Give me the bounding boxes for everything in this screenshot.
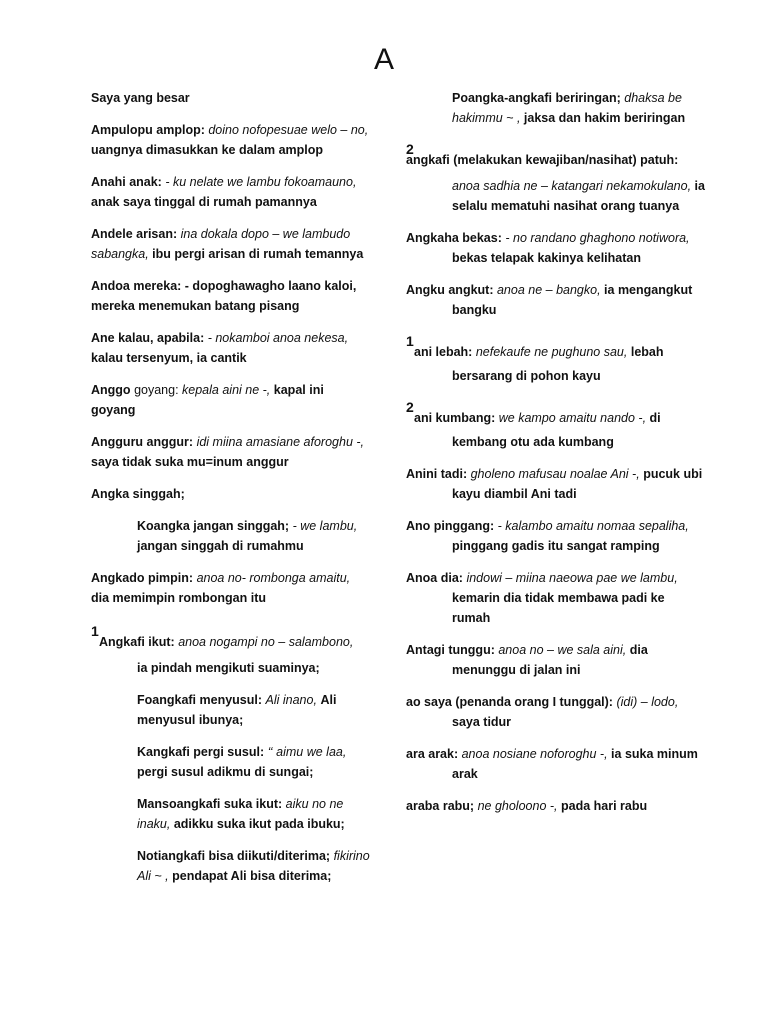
entry-example: anoa nosiane noforoghu -, bbox=[461, 747, 608, 761]
entry-translation: pada hari rabu bbox=[561, 799, 648, 813]
entry-translation: jaksa dan hakim beriringan bbox=[523, 111, 686, 125]
entry-headword: ani lebah: bbox=[414, 345, 473, 359]
homonym-number: 2 bbox=[406, 399, 414, 415]
entry-translation: bersarang di pohon kayu bbox=[452, 369, 601, 383]
entry-translation: kemarin dia tidak membawa padi ke rumah bbox=[452, 591, 665, 625]
dictionary-subentry bbox=[406, 88, 706, 128]
dictionary-subentry bbox=[91, 742, 371, 782]
entry-example: aiku no ne inaku, bbox=[137, 797, 344, 831]
entry-headword: Anahi anak: bbox=[91, 175, 162, 189]
entry-example: gholeno mafusau noalae Ani -, bbox=[470, 467, 640, 481]
entry-headword: Koangka jangan singgah; bbox=[137, 519, 290, 533]
dictionary-entry bbox=[406, 640, 706, 680]
dictionary-entry bbox=[91, 380, 371, 420]
entry-translation: saya tidur bbox=[452, 715, 512, 729]
entry-example: - dopoghawagho laano kaloi, bbox=[184, 279, 357, 293]
entry-headword: Angkado pimpin: bbox=[91, 571, 194, 585]
entry-headword: Angkafi ikut: bbox=[99, 635, 175, 649]
dictionary-entry bbox=[406, 692, 706, 732]
entry-headword: Angkaha bekas: bbox=[406, 231, 502, 245]
dictionary-entry bbox=[91, 624, 371, 678]
entry-translation: uangnya dimasukkan ke dalam amplop bbox=[91, 143, 324, 157]
entry-translation: ia suka minum arak bbox=[452, 747, 698, 781]
entry-example: anoa no- rombonga amaitu, bbox=[196, 571, 351, 585]
entry-headword: Kangkafi pergi susul: bbox=[137, 745, 265, 759]
dictionary-entry bbox=[91, 432, 371, 472]
entry-translation: kalau tersenyum, ia cantik bbox=[91, 351, 247, 365]
entry-headword: Mansoangkafi suka ikut: bbox=[137, 797, 283, 811]
dictionary-entry bbox=[406, 334, 706, 386]
entry-translation: kembang otu ada kumbang bbox=[452, 435, 614, 449]
dictionary-subentry bbox=[91, 846, 371, 886]
entry-example: indowi – miina naeowa pae we lambu, bbox=[466, 571, 678, 585]
entry-example: - we lambu, bbox=[292, 519, 358, 533]
entry-headword: Anini tadi: bbox=[406, 467, 468, 481]
entry-example: ne gholoono -, bbox=[477, 799, 558, 813]
page-heading: A bbox=[373, 43, 394, 76]
entry-example: - nokamboi anoa nekesa, bbox=[207, 331, 349, 345]
dictionary-entry bbox=[406, 280, 706, 320]
entry-translation: ia selalu mematuhi nasihat orang tuanya bbox=[452, 179, 705, 213]
dictionary-entry bbox=[406, 568, 706, 628]
entry-headword: ani kumbang: bbox=[414, 411, 496, 425]
entry-translation: jangan singgah di rumahmu bbox=[137, 539, 304, 553]
homonym-number: 2 bbox=[406, 141, 414, 157]
dictionary-entry bbox=[91, 276, 371, 316]
entry-example: - no randano ghaghono notiwora, bbox=[505, 231, 690, 245]
entry-translation: ia pindah mengikuti suaminya; bbox=[137, 661, 320, 675]
entry-headword: ao saya (penanda orang I tunggal): bbox=[406, 695, 613, 709]
entry-translation: pinggang gadis itu sangat ramping bbox=[452, 539, 660, 553]
entry-headword: Angguru anggur: bbox=[91, 435, 194, 449]
dictionary-entry bbox=[91, 172, 371, 212]
entry-headword: Angka singgah; bbox=[91, 487, 185, 501]
dictionary-entry bbox=[91, 328, 371, 368]
entry-example: (idi) – lodo, bbox=[616, 695, 679, 709]
entry-headword: Anggo bbox=[91, 383, 131, 397]
entry-translation: ibu pergi arisan di rumah temannya bbox=[152, 247, 364, 261]
entry-example: idi miina amasiane aforoghu -, bbox=[196, 435, 365, 449]
entry-headword: Ano pinggang: bbox=[406, 519, 495, 533]
dictionary-entry bbox=[406, 400, 706, 452]
entry-translation: mereka menemukan batang pisang bbox=[91, 299, 300, 313]
entry-example: ina dokala dopo – we lambudo sabangka, bbox=[91, 227, 351, 261]
dictionary-subentry bbox=[91, 516, 371, 556]
entry-translation: adikku suka ikut pada ibuku; bbox=[173, 817, 345, 831]
dictionary-entry bbox=[91, 224, 371, 264]
dictionary-entry bbox=[406, 464, 706, 504]
dictionary-entry bbox=[91, 484, 371, 504]
entry-example: kepala aini ne -, bbox=[182, 383, 271, 397]
entry-translation: lebah bbox=[630, 345, 664, 359]
entry-translation: Ali menyusul ibunya; bbox=[137, 693, 337, 727]
entry-translation: saya tidak suka mu=inum anggur bbox=[91, 455, 289, 469]
entry-example: anoa sadhia ne – katangari nekamokulano, bbox=[452, 179, 692, 193]
left-column bbox=[91, 88, 371, 898]
entry-translation: di bbox=[649, 411, 661, 425]
entry-translation: pendapat Ali bisa diterima; bbox=[172, 869, 332, 883]
entry-translation: kapal ini goyang bbox=[91, 383, 324, 417]
dictionary-entry bbox=[406, 796, 706, 816]
dictionary-entry bbox=[91, 88, 371, 108]
dictionary-subentry bbox=[91, 690, 371, 730]
entry-example: dhaksa be hakimmu ~ , bbox=[452, 91, 682, 125]
entry-translation: ia mengangkut bangku bbox=[452, 283, 693, 317]
right-column bbox=[406, 88, 706, 828]
entry-example: Ali inano, bbox=[265, 693, 317, 707]
dictionary-entry bbox=[406, 744, 706, 784]
entry-headword: Anoa dia: bbox=[406, 571, 463, 585]
entry-example: doino nofopesuae welo – no, bbox=[208, 123, 369, 137]
entry-example: ‘‘ aimu we laa, bbox=[267, 745, 347, 759]
dictionary-subentry bbox=[91, 794, 371, 834]
dictionary-entry bbox=[406, 516, 706, 556]
entry-headword: Ane kalau, apabila: bbox=[91, 331, 205, 345]
entry-example: fikirino Ali ~ , bbox=[137, 849, 370, 883]
entry-headword: Notiangkafi bisa diikuti/diterima; bbox=[137, 849, 331, 863]
entry-translation: dia memimpin rombongan itu bbox=[91, 591, 267, 605]
entry-headword-gloss: goyang: bbox=[134, 383, 179, 397]
entry-example: nefekaufe ne pughuno sau, bbox=[475, 345, 628, 359]
entry-headword: Foangkafi menyusul: bbox=[137, 693, 263, 707]
entry-example: anoa nogampi no – salambono, bbox=[178, 635, 354, 649]
entry-headword: Antagi tunggu: bbox=[406, 643, 495, 657]
entry-translation: bekas telapak kakinya kelihatan bbox=[452, 251, 641, 265]
entry-translation: anak saya tinggal di rumah pamannya bbox=[91, 195, 317, 209]
entry-headword: Saya yang besar bbox=[91, 91, 190, 105]
entry-example: - ku nelate we lambu fokoamauno, bbox=[165, 175, 357, 189]
entry-example: we kampo amaitu nando -, bbox=[498, 411, 647, 425]
entry-headword: Angku angkut: bbox=[406, 283, 494, 297]
dictionary-entry bbox=[406, 142, 706, 216]
entry-translation: dia menunggu di jalan ini bbox=[452, 643, 648, 677]
entry-translation: pergi susul adikmu di sungai; bbox=[137, 765, 314, 779]
entry-example: anoa no – we sala aini, bbox=[498, 643, 627, 657]
entry-headword: Poangka-angkafi beriringan; bbox=[452, 91, 621, 105]
entry-headword: ara arak: bbox=[406, 747, 459, 761]
homonym-number: 1 bbox=[91, 623, 99, 639]
entry-headword: Andele arisan: bbox=[91, 227, 178, 241]
homonym-number: 1 bbox=[406, 333, 414, 349]
entry-example: anoa ne – bangko, bbox=[496, 283, 601, 297]
entry-headword: Ampulopu amplop: bbox=[91, 123, 205, 137]
entry-example: - kalambo amaitu nomaa sepaliha, bbox=[497, 519, 689, 533]
entry-headword: angkafi (melakukan kewajiban/nasihat) patuh: bbox=[406, 153, 679, 167]
dictionary-entry bbox=[91, 120, 371, 160]
entry-headword: araba rabu; bbox=[406, 799, 475, 813]
entry-headword: Andoa mereka: bbox=[91, 279, 182, 293]
dictionary-entry bbox=[91, 568, 371, 608]
entry-translation: pucuk ubi kayu diambil Ani tadi bbox=[452, 467, 703, 501]
dictionary-entry bbox=[406, 228, 706, 268]
